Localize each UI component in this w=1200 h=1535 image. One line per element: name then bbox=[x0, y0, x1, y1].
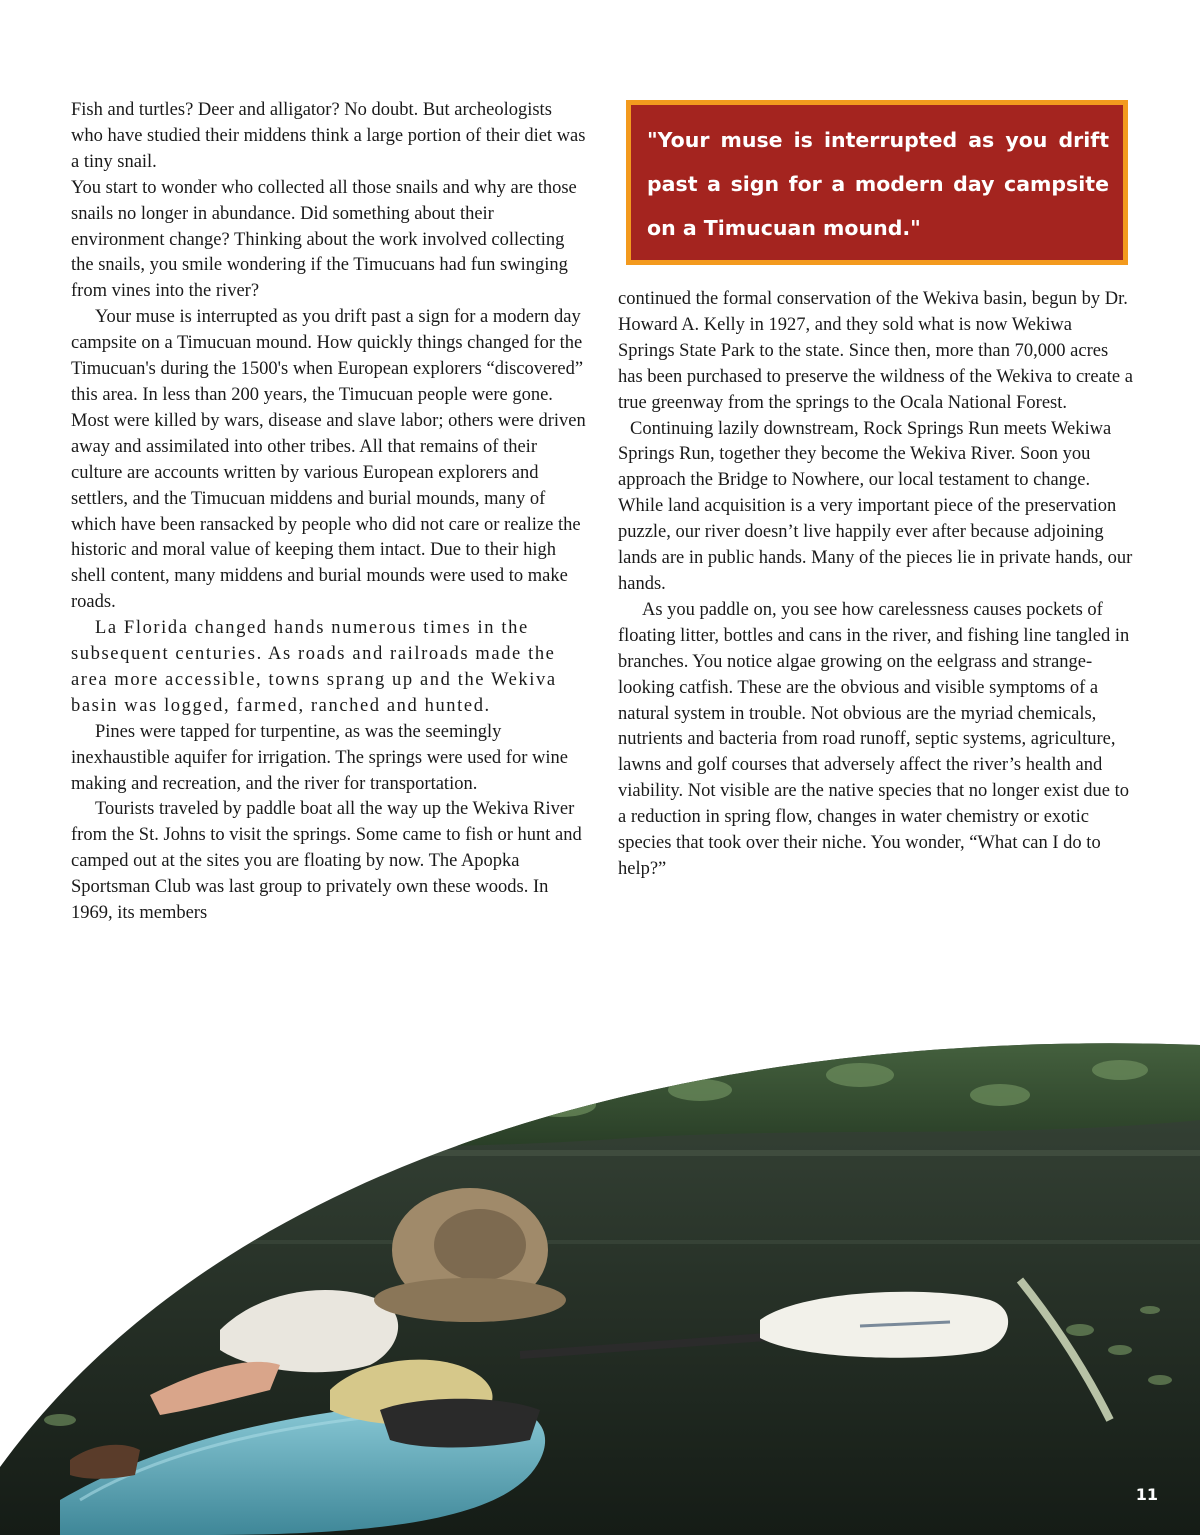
kayak-illustration bbox=[0, 1000, 1200, 1535]
kayak-photo bbox=[0, 1000, 1200, 1535]
paragraph: Tourists traveled by paddle boat all the way up the Wekiva River from the St. Johns to visit the springs. Some came to fish or hunt and camped out at the sites you are floating by now. The Apopka Sportsman Club was last group to privately own these woods. In 1969, its members bbox=[71, 799, 582, 924]
pull-quote-text: "Your muse is interrupted as you drift past a sign for a modern day campsite on a Timucuan mound." bbox=[647, 128, 1109, 240]
left-text-column bbox=[71, 98, 586, 927]
right-text-column bbox=[618, 287, 1133, 883]
paragraph: Fish and turtles? Deer and alligator? No doubt. But archeologists who have studied their middens think a large portion of their diet was a tiny snail. bbox=[71, 100, 586, 172]
page-number: 11 bbox=[1135, 1485, 1158, 1504]
paragraph: You start to wonder who collected all those snails and why are those snails no longer in abundance. Did something about their environment change? Thinking about the work involved collecting the snails, you smile wondering if the Timucuans had fun swinging from vines into the river? bbox=[71, 177, 577, 302]
paragraph: Your muse is interrupted as you drift past a sign for a modern day campsite on a Timucuan mound. How quickly things changed for the Timucuan's during the 1500's when European explorers “discovered” this area. In less than 200 years, the Timucuan people were gone. Most were killed by wars, disease and slave labor; others were driven away and assimilated into other tribes. All that remains of their culture are accounts written by various European explorers and settlers, and the Timucuan middens and burial mounds, many of which have been ransacked by people who did not care or realize the historic and moral value of keeping them intact. Due to their high shell content, many middens and burial mounds were used to make roads. bbox=[71, 307, 586, 613]
paragraph: Pines were tapped for turpentine, as was the seemingly inexhaustible aquifer for irrigation. The springs were used for wine making and recreation, and the river for transportation. bbox=[71, 721, 568, 794]
paragraph: As you paddle on, you see how carelessness causes pockets of floating litter, bottles and cans in the river, and fishing line tangled in branches. You notice algae growing on the eelgrass and strange-looking catfish. These are the obvious and visible symptoms of a natural system in trouble. Not obvious are the myriad chemicals, nutrients and bacteria from road runoff, septic systems, agriculture, lawns and golf courses that adversely affect the river’s health and viability. Not visible are the native species that no longer exist due to a reduction in spring flow, changes in water chemistry or exotic species that took over their niche. You wonder, “What can I do to help?” bbox=[618, 599, 1130, 879]
paragraph: La Florida changed hands numerous times in the subsequent centuries. As roads and railroads made the area more accessible, towns sprang up and the Wekiva basin was logged, farmed, ranched and hunted. bbox=[71, 618, 557, 716]
paragraph: continued the formal conservation of the Wekiva basin, begun by Dr. Howard A. Kelly in 1927, and they sold what is now Wekiwa Springs State Park to the state. Since then, more than 70,000 acres has been purchased to preserve the wildness of the Wekiva to create a true greenway from the springs to the Ocala National Forest. bbox=[618, 289, 1133, 413]
paragraph: Continuing lazily downstream, Rock Springs Run meets Wekiwa Springs Run, together they become the Wekiva River. Soon you approach the Bridge to Nowhere, our local testament to change. While land acquisition is a very important piece of the preservation puzzle, our river doesn’t live happily ever after because adjoining lands are in public hands. Many of the pieces lie in private hands, our hands. bbox=[618, 418, 1133, 594]
pull-quote-box bbox=[626, 100, 1128, 265]
